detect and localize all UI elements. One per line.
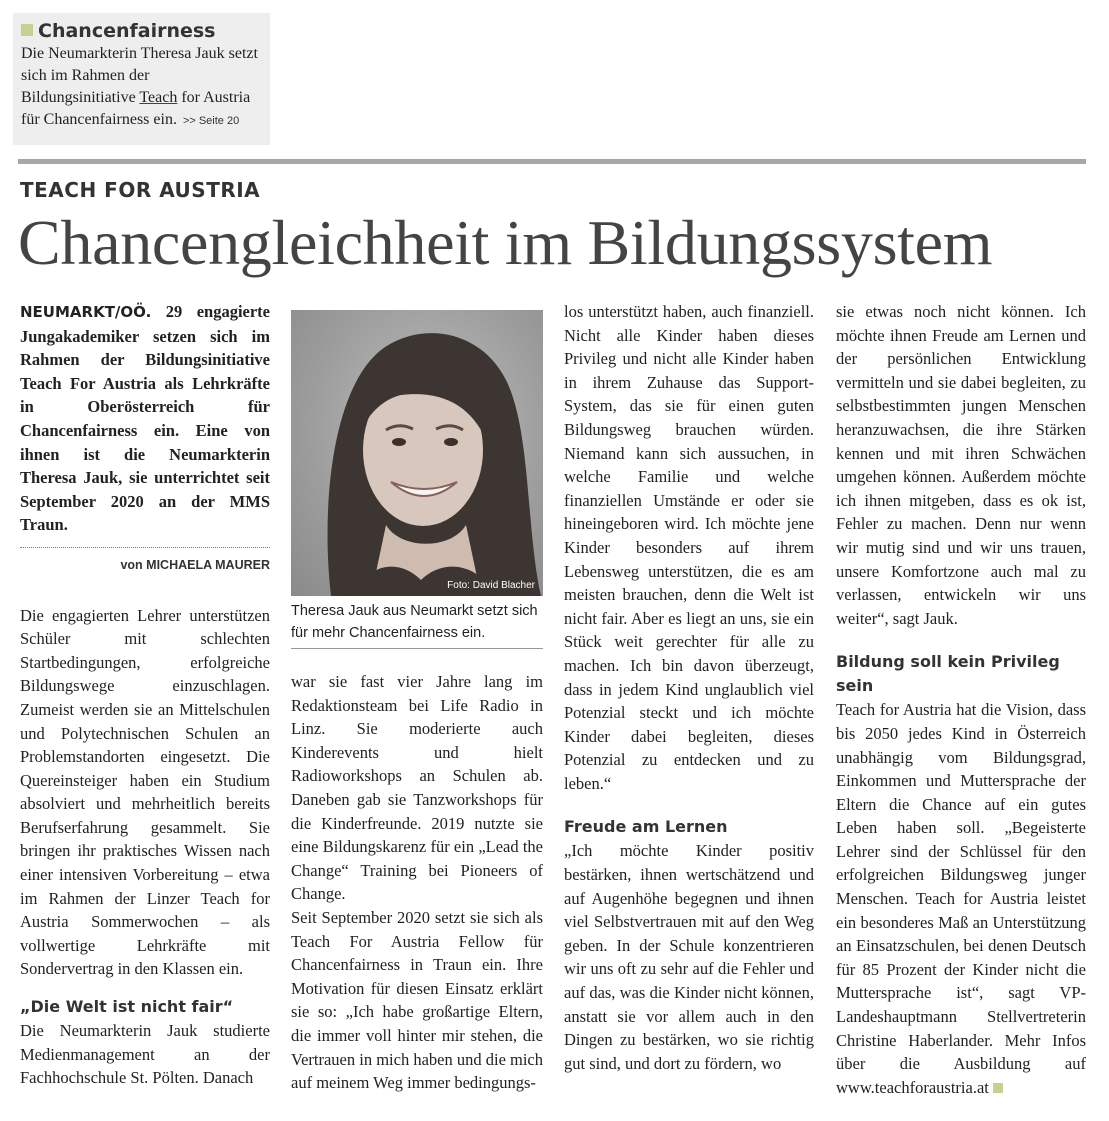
column-3 xyxy=(564,300,814,1075)
teaser-underlined-word: Teach xyxy=(139,89,178,106)
portrait-photo xyxy=(291,310,543,596)
photo-credit: Foto: David Blacher xyxy=(447,580,535,591)
headline: Chancengleichheit im Bildungssystem xyxy=(18,207,993,278)
lead-paragraph xyxy=(20,300,270,537)
photo-caption: Theresa Jauk aus Neumarkt setzt sich für mehr Chancenfairness ein. xyxy=(291,603,538,641)
teaser-text-after: for Austria für Chancenfairness ein. xyxy=(21,89,251,128)
subhead-freude-am-lernen: Freude am Lernen xyxy=(564,817,728,837)
teaser-title-text: Chancenfairness xyxy=(38,20,216,42)
dotted-divider xyxy=(20,547,270,548)
body-paragraph: sie etwas noch nicht können. Ich möchte ihnen Freude am Lernen und der persönlichen Entwicklung vermitteln und sie dabei begleiten, zu selbstbestimmten jungen Menschen heranzuwachsen, die ihre Stärken kennen und mit ihren Schwächen umgehen können. Außerdem möchte ich ihnen mitgeben, dass es ok ist, Fehler zu machen. Denn nur wenn wir mutig sind und wir uns trauen, unsere Komfortzone auch mal zu verlassen, entwickeln wir uns weiter“, sagt Jauk. xyxy=(836,302,1086,628)
teaser-title xyxy=(21,19,262,43)
body-paragraph: war sie fast vier Jahre lang im Redaktionsteam bei Life Radio in Linz. Sie moderierte auch Kinderevents und hielt Radioworkshops an Schulen ab. Daneben gab sie Tanzworkshops für die Kinderfreunde. 2019 nutzte sie eine Bildungskarenz für ein „Lead the Change“ Training bei Pioneers of Change. xyxy=(291,672,543,904)
caption-divider xyxy=(291,648,543,649)
lead-location: NEUMARKT/OÖ. xyxy=(20,303,152,321)
body-paragraph: Die engagierten Lehrer unterstützen Schüler mit schlechten Startbedingungen, erfolgreiche Bildungswege einzuschlagen. Zumeist werden sie an Mittelschulen und Polytechnischen Schulen an Problemstandorten eingesetzt. Die Quereinsteiger haben ein Studium absolviert und mehrheitlich bereits Berufserfahrung gesammelt. Sie bringen ihr praktisches Wissen nach einer intensiven Vorbereitung – etwa im Rahmen der Linzer Teach for Austria Sommerwochen – als vollwertige Lehrkräfte mit Sondervertrag in den Klassen ein. xyxy=(20,605,270,979)
column-4 xyxy=(836,300,1086,1099)
lead-text: 29 engagierte Jungakademiker setzen sich im Rahmen der Bildungsinitiative Teach For Austria als Lehrkräfte in Oberösterreich für Chancenfairness ein. Eine von ihnen ist die Neumarkterin Theresa Jauk, sie unterrichtet seit September 2020 an der MMS Traun. xyxy=(20,302,270,535)
subhead-bildung-kein-privileg: Bildung soll kein Privileg sein xyxy=(836,652,1060,696)
section-rule xyxy=(18,159,1086,164)
column-2 xyxy=(291,670,543,1095)
end-mark-icon xyxy=(993,1083,1003,1093)
column-1 xyxy=(20,300,270,1090)
body-paragraph xyxy=(836,698,1086,1099)
body-paragraph: Seit September 2020 setzt sie sich als Teach For Austria Fellow für Chancenfairness in Traun ein. Ihre Motivation für diesen Einsatz erklärt sie so: „Ich habe großartige Eltern, die immer voll hinter mir stehen, die Vertrauen in mich haben und die mich auf meinem Weg immer bedingungs- xyxy=(291,907,544,1093)
subhead-welt-nicht-fair: „Die Welt ist nicht fair“ xyxy=(20,997,234,1017)
closing-text: Teach for Austria hat die Vision, dass bis 2050 jedes Kind in Österreich unabhängig vom Bildungsgrad, Einkommen und Muttersprache der Eltern die Chance auf ein gutes Leben haben soll. „Begeisterte Lehrer sind der Schlüssel für den erfolgreichen Bildungsweg junger Menschen. Teach for Austria leistet ein besonderes Maß an Unterstützung an Einsatzschulen, bei denen Deutsch für 85 Prozent der Kinder nicht die Muttersprache ist“, sagt VP-Landeshauptmann Stellvertreterin Christine Haberlander. Mehr Infos über die Ausbildung auf www.teachforaustria.at xyxy=(836,700,1086,1097)
teaser-text-before: Die Neumarkterin Theresa Jauk setzt sich im Rahmen der Bildungsinitiative xyxy=(21,45,258,106)
body-paragraph: „Ich möchte Kinder positiv bestärken, ihnen wertschätzend und auf Augenhöhe begegnen und ihnen viel Selbstvertrauen mit auf den Weg geben. In der Schule konzentrieren wir uns oft zu sehr auf die Fehler und auf das, was die Kinder nicht können, anstatt sie vor allem auch in den Dingen zu bestärken, wo sie richtig gut sind, und dort zu fördern, wo xyxy=(564,841,814,1073)
kicker: TEACH FOR AUSTRIA xyxy=(20,178,261,202)
teaser-box xyxy=(13,13,270,145)
teaser-page-ref[interactable]: >> Seite 20 xyxy=(182,115,240,127)
portrait-illustration xyxy=(291,310,543,596)
body-paragraph: los unterstützt haben, auch finanziell. Nicht alle Kinder haben dieses Privileg und nicht alle Kinder haben in ihrem Zuhause das Support-System, das sie für einen guten Bildungsweg brauchen würden. Niemand kann sich aussuchen, in welche Familie und welche finanziellen Umstände er oder sie hineingeboren wird. Ich möchte jene Kinder besonders auf ihrem Lebensweg unterstützen, die es am meisten brauchen, denn die Welt ist nicht fair. Aber es liegt an uns, sie ein Stück weit gerechter für alle zu machen. Ich bin davon überzeugt, dass in jedem Kind unglaublich viel Potenzial steckt und ich möchte Kinder dabei begleiten, dieses Potenzial zu entdecken und zu leben.“ xyxy=(564,302,814,793)
body-paragraph: Die Neumarkterin Jauk studierte Medienmanagement an der Fachhochschule St. Pölten. Danach xyxy=(20,1021,270,1088)
byline: von MICHAELA MAURER xyxy=(120,557,270,572)
teaser-text xyxy=(21,43,262,132)
square-bullet-icon xyxy=(21,24,33,36)
